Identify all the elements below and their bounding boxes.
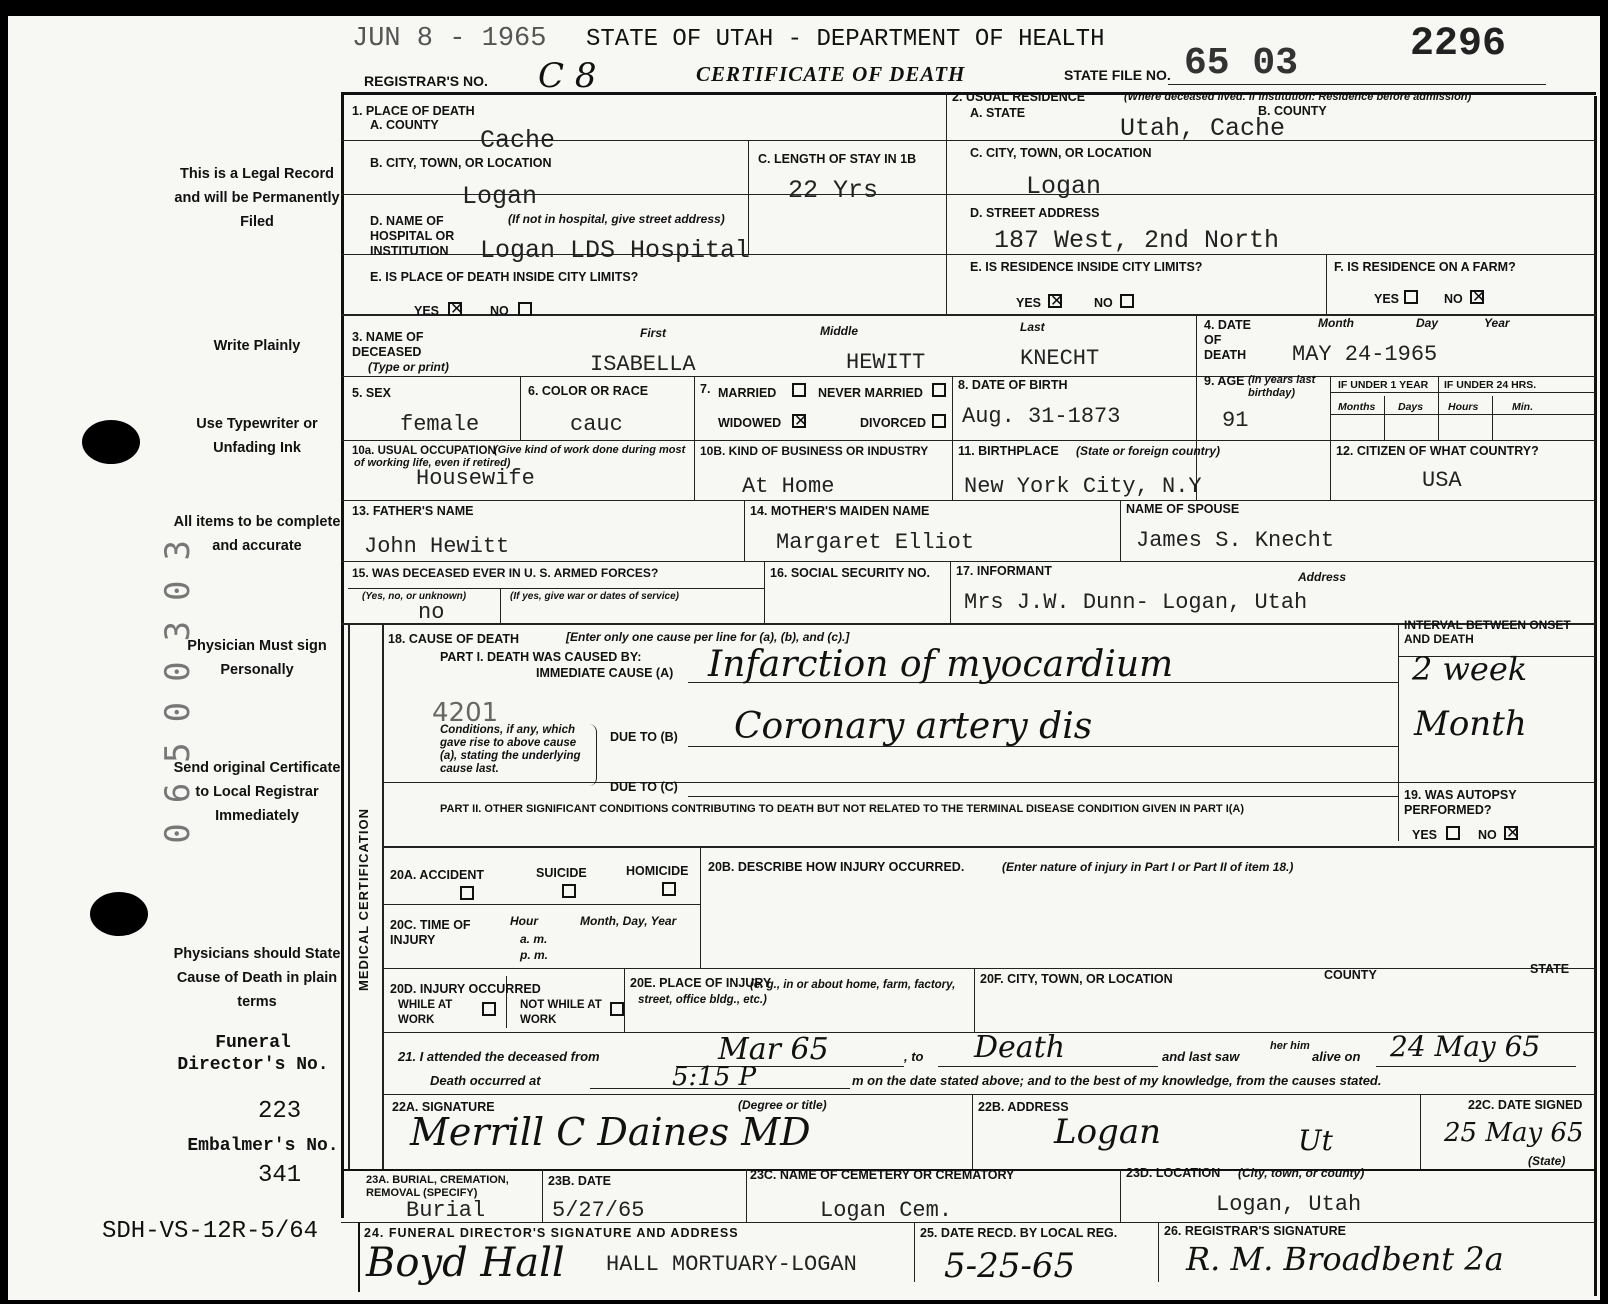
label-describe-injury: 20B. DESCRIBE HOW INJURY OCCURRED.	[708, 860, 965, 874]
cause-a: Infarction of myocardium	[708, 644, 1174, 685]
note-hospital: (If not in hospital, give street address)	[508, 212, 725, 226]
label-dob: 8. DATE OF BIRTH	[958, 378, 1068, 392]
age: 91	[1222, 408, 1249, 433]
label-her-him: her him	[1270, 1040, 1310, 1052]
spouse-name: James S. Knecht	[1136, 528, 1335, 553]
burial-date: 5/27/65	[552, 1198, 645, 1223]
cause-b: Coronary artery dis	[734, 706, 1093, 747]
label-months: Months	[1338, 401, 1376, 413]
vertical-file-number: 06500303	[158, 520, 198, 844]
label-injury-occurred: 20D. INJURY OCCURRED	[390, 982, 541, 996]
medical-certification-label: MEDICAL CERTIFICATION	[356, 808, 371, 992]
label-day: Day	[1416, 316, 1439, 330]
label-part-2: PART II. OTHER SIGNIFICANT CONDITIONS CONTRIBUTING TO DEATH BUT NOT RELATED TO THE TERMINAL DISEASE CONDITION GIVEN IN PART I(A)	[440, 803, 1245, 815]
funeral-director-signature: Boyd Hall	[366, 1240, 565, 1286]
label-res-city: C. CITY, TOWN, OR LOCATION	[970, 146, 1152, 160]
street-address: 187 West, 2nd North	[994, 226, 1280, 255]
label-no-2e: NO	[1094, 296, 1113, 310]
first-name: ISABELLA	[590, 352, 696, 377]
label-no-autopsy: NO	[1478, 828, 1497, 842]
checkbox-never-married[interactable]	[932, 383, 946, 397]
label-to: , to	[904, 1049, 924, 1064]
label-disposition: 23A. BURIAL, CREMATION, REMOVAL (SPECIFY)	[366, 1174, 509, 1199]
label-last: Last	[1020, 320, 1045, 334]
label-yes-autopsy: YES	[1412, 828, 1438, 842]
label-address: Address	[1298, 570, 1347, 584]
death-time: 5:15 P	[672, 1062, 757, 1092]
label-injury-state: STATE	[1530, 962, 1570, 976]
race: cauc	[570, 412, 623, 437]
note-place-of-injury: (e. g., in or about home, farm, factory, street, office bldg., etc.)	[638, 979, 956, 1006]
label-am: a. m.	[520, 932, 548, 946]
label-sex: 5. SEX	[352, 386, 391, 400]
checkbox-death-city-no[interactable]	[518, 302, 532, 316]
label-year: Year	[1484, 316, 1510, 330]
label-date-signed: 22C. DATE SIGNED	[1468, 1098, 1583, 1112]
funeral-director-no: 223	[258, 1098, 302, 1125]
label-knowledge: m on the date stated above; and to the best of my knowledge, from the causes stated.	[852, 1073, 1382, 1088]
legal-record-note: This is a Legal Record and will be Permanently Filed	[174, 166, 340, 230]
checkbox-death-city-yes[interactable]	[448, 302, 462, 316]
label-burial-date: 23B. DATE	[548, 1174, 611, 1188]
label-res-city-limits: E. IS RESIDENCE INSIDE CITY LIMITS?	[970, 260, 1203, 274]
citizen: USA	[1422, 468, 1462, 493]
res-city: Logan	[1026, 172, 1102, 201]
certificate-number: 2296	[1410, 22, 1507, 67]
note-location: (City, town, or county)	[1238, 1166, 1365, 1180]
informant: Mrs J.W. Dunn- Logan, Utah	[964, 590, 1308, 615]
label-last-saw: and last saw	[1162, 1049, 1240, 1064]
label-due-to-b: DUE TO (B)	[610, 730, 678, 744]
date-of-death: MAY 24-1965	[1292, 342, 1438, 367]
interval-b: Month	[1414, 704, 1527, 744]
label-usual-residence: 2. USUAL RESIDENCE	[952, 90, 1086, 104]
note-conditions: Conditions, if any, which gave rise to above cause (a), stating the underlying cause last.	[440, 724, 581, 775]
label-homicide: HOMICIDE	[626, 864, 689, 878]
last-name: KNECHT	[1020, 346, 1100, 371]
label-cause-of-death: 18. CAUSE OF DEATH	[388, 632, 520, 646]
label-name-of-deceased: 3. NAME OF DECEASED	[352, 330, 424, 359]
label-informant: 17. INFORMANT	[956, 564, 1052, 578]
label-place-of-injury: 20E. PLACE OF INJURY	[630, 976, 772, 990]
label-death-county: A. COUNTY	[370, 118, 439, 132]
label-married: MARRIED	[718, 386, 777, 400]
physician-signature: Merrill C Daines MD	[410, 1110, 811, 1154]
label-farm: F. IS RESIDENCE ON A FARM?	[1334, 260, 1516, 274]
label-month-day-year: Month, Day, Year	[580, 914, 677, 928]
disposition: Burial	[406, 1198, 486, 1223]
label-citizen: 12. CITIZEN OF WHAT COUNTRY?	[1336, 444, 1539, 458]
sex: female	[400, 412, 480, 437]
label-location: 23D. LOCATION	[1126, 1166, 1221, 1180]
checkbox-autopsy-no[interactable]	[1504, 826, 1518, 840]
birthplace: New York City, N.Y	[964, 474, 1202, 499]
received-stamp: JUN 8 - 1965	[352, 24, 547, 54]
label-under-1-year: IF UNDER 1 YEAR	[1338, 379, 1429, 391]
label-suicide: SUICIDE	[536, 866, 587, 880]
checkbox-divorced[interactable]	[932, 414, 946, 428]
label-birthplace: 11. BIRTHPLACE	[958, 444, 1059, 458]
length-of-stay: 22 Yrs	[788, 176, 879, 205]
label-interval: INTERVAL BETWEEN ONSET AND DEATH	[1404, 618, 1571, 646]
typewriter-note: Use Typewriter or Unfading Ink	[196, 416, 318, 456]
middle-name: HEWITT	[846, 350, 926, 375]
label-street-address: D. STREET ADDRESS	[970, 206, 1100, 220]
armed-forces: no	[418, 600, 445, 625]
label-degree: (Degree or title)	[738, 1098, 827, 1112]
form-title: CERTIFICATE OF DEATH	[696, 62, 966, 86]
father-name: John Hewitt	[364, 534, 510, 559]
occupation: Housewife	[416, 466, 535, 491]
business: At Home	[742, 474, 835, 499]
label-due-to-c: DUE TO (C)	[610, 780, 678, 794]
label-funeral-director: 24. FUNERAL DIRECTOR'S SIGNATURE AND ADDRESS	[364, 1226, 739, 1240]
label-days: Days	[1398, 401, 1424, 413]
label-first: First	[640, 326, 667, 340]
label-occupation: 10a. USUAL OCCUPATION	[352, 445, 496, 457]
physician-sign-note: Physician Must sign Personally	[187, 638, 327, 678]
label-business: 10B. KIND OF BUSINESS OR INDUSTRY	[700, 444, 929, 458]
label-part-1: PART I. DEATH WAS CAUSED BY:	[440, 650, 642, 664]
checkbox-married[interactable]	[792, 383, 806, 397]
label-never-married: NEVER MARRIED	[818, 386, 923, 400]
note-usual-residence: (Where deceased lived. If institution: Residence before admission)	[1124, 91, 1472, 103]
label-divorced: DIVORCED	[860, 416, 926, 430]
physician-state: Ut	[1298, 1124, 1333, 1157]
label-hospital: D. NAME OF HOSPITAL OR INSTITUTION	[370, 214, 455, 258]
label-month: Month	[1318, 316, 1354, 330]
physician-address: Logan	[1054, 1112, 1161, 1152]
checkbox-farm-yes[interactable]	[1404, 290, 1418, 304]
label-yes-1e: YES	[414, 304, 440, 318]
label-length-of-stay: C. LENGTH OF STAY IN 1B	[758, 152, 917, 166]
label-age: 9. AGE	[1204, 374, 1245, 388]
label-race: 6. COLOR OR RACE	[528, 384, 649, 398]
label-res-county: B. COUNTY	[1258, 104, 1327, 118]
registrar-signature: R. M. Broadbent 2a	[1186, 1240, 1504, 1278]
label-attended-from: 21. I attended the deceased from	[398, 1049, 600, 1064]
note-type-or-print: (Type or print)	[368, 360, 449, 374]
label-autopsy: 19. WAS AUTOPSY PERFORMED?	[1404, 788, 1517, 817]
label-under-24-hrs: IF UNDER 24 HRS.	[1444, 379, 1537, 391]
label-registrar-signature: 26. REGISTRAR'S SIGNATURE	[1164, 1224, 1346, 1238]
interval-a: 2 week	[1412, 650, 1528, 688]
checkbox-homicide[interactable]	[662, 882, 676, 896]
label-injury-county: COUNTY	[1324, 968, 1377, 982]
death-city: Logan	[462, 182, 538, 211]
label-yes-2e: YES	[1016, 296, 1042, 310]
label-min: Min.	[1512, 401, 1533, 413]
note-armed-2: (If yes, give war or dates of service)	[510, 591, 679, 602]
label-armed-forces: 15. WAS DECEASED EVER IN U. S. ARMED FORCES?	[352, 566, 659, 580]
label-while-at-work: WHILE AT WORK	[398, 999, 453, 1026]
date-signed: 25 May 65	[1444, 1118, 1584, 1148]
label-date-received: 25. DATE RECD. BY LOCAL REG.	[920, 1226, 1118, 1240]
embalmer-no: 341	[258, 1162, 302, 1189]
punch-hole-bottom	[90, 892, 148, 936]
label-immediate-cause: IMMEDIATE CAUSE (A)	[536, 666, 674, 680]
label-yes-2f: YES	[1374, 292, 1400, 306]
label-death-city: B. CITY, TOWN, OR LOCATION	[370, 156, 552, 170]
checkbox-farm-no[interactable]	[1470, 290, 1484, 304]
label-hours: Hours	[1448, 401, 1479, 413]
checkbox-res-city-yes[interactable]	[1048, 294, 1062, 308]
attended-from: Mar 65	[718, 1032, 829, 1067]
label-time-of-injury: 20C. TIME OF INJURY	[390, 918, 471, 947]
label-injury-city: 20F. CITY, TOWN, OR LOCATION	[980, 972, 1173, 986]
attended-to: Death	[974, 1030, 1066, 1065]
res-state-county: Utah, Cache	[1120, 114, 1286, 143]
send-original-note: Send original Certificate to Local Registrar Immediately	[173, 760, 341, 824]
date-received: 5-25-65	[944, 1246, 1076, 1286]
label-death-city-limits: E. IS PLACE OF DEATH INSIDE CITY LIMITS?	[370, 270, 639, 284]
form-code: SDH-VS-12R-5/64	[102, 1218, 319, 1245]
label-signature: 22A. SIGNATURE	[392, 1100, 495, 1114]
punch-hole-top	[82, 420, 140, 464]
checkbox-not-while-at-work[interactable]	[610, 1002, 624, 1016]
note-birthplace: (State or foreign country)	[1076, 444, 1221, 458]
checkbox-suicide[interactable]	[562, 884, 576, 898]
label-date-of-death: 4. DATE OF DEATH	[1204, 318, 1251, 362]
label-pm: p. m.	[520, 948, 549, 962]
death-certificate	[8, 16, 1600, 1300]
location: Logan, Utah	[1216, 1192, 1362, 1217]
label-middle: Middle	[820, 324, 858, 338]
label-widowed: WIDOWED	[718, 416, 782, 430]
funeral-director-address: HALL MORTUARY-LOGAN	[606, 1252, 857, 1277]
checkbox-widowed[interactable]	[792, 414, 806, 428]
death-county: Cache	[480, 126, 556, 155]
registrar-no-value: C 8	[538, 56, 597, 96]
label-place-of-death: 1. PLACE OF DEATH	[352, 104, 475, 118]
label-mother: 14. MOTHER'S MAIDEN NAME	[750, 504, 930, 518]
label-state-paren: (State)	[1528, 1154, 1566, 1168]
note-armed-1: (Yes, no, or unknown)	[362, 591, 467, 602]
checkbox-autopsy-yes[interactable]	[1446, 826, 1460, 840]
note-describe-injury: (Enter nature of injury in Part I or Part II of item 18.)	[1002, 860, 1294, 874]
write-plainly-note: Write Plainly	[213, 338, 301, 354]
state-file-no-label: STATE FILE NO.	[1064, 67, 1171, 83]
note-age: (In years last birthday)	[1248, 374, 1316, 399]
label-no-1e: NO	[490, 304, 509, 318]
label-death-occurred-at: Death occurred at	[430, 1073, 541, 1088]
checkbox-res-city-no[interactable]	[1120, 294, 1134, 308]
complete-note: All items to be complete and accurate	[173, 514, 341, 554]
label-no-2f: NO	[1444, 292, 1463, 306]
note-occupation: (Give kind of work done during most of working life, even if retired)	[354, 444, 686, 469]
label-not-while-at-work: NOT WHILE AT WORK	[520, 999, 602, 1026]
label-alive-on: alive on	[1312, 1049, 1361, 1064]
cemetery: Logan Cem.	[820, 1198, 953, 1223]
label-ssn: 16. SOCIAL SECURITY NO.	[770, 566, 930, 580]
cause-code: 4201	[432, 698, 499, 728]
embalmer-no-label: Embalmer's No.	[187, 1136, 339, 1156]
label-accident: 20A. ACCIDENT	[390, 868, 484, 882]
alive-on: 24 May 65	[1390, 1030, 1541, 1063]
date-of-birth: Aug. 31-1873	[962, 404, 1121, 429]
mother-name: Margaret Elliot	[776, 530, 975, 555]
note-cause-of-death: [Enter only one cause per line for (a), (b), and (c).]	[566, 630, 850, 644]
state-file-no-value: 65 03	[1184, 42, 1299, 85]
funeral-director-no-label: Funeral Director's No.	[177, 1033, 329, 1075]
label-father: 13. FATHER'S NAME	[352, 504, 474, 518]
label-res-state: A. STATE	[970, 106, 1026, 120]
label-hour: Hour	[510, 914, 538, 928]
label-marital-7: 7.	[700, 382, 711, 396]
checkbox-while-at-work[interactable]	[482, 1002, 496, 1016]
state-title: STATE OF UTAH - DEPARTMENT OF HEALTH	[586, 26, 1105, 53]
label-physician-address: 22B. ADDRESS	[978, 1100, 1069, 1114]
physicians-state-note: Physicians should State Cause of Death in plain terms	[173, 946, 341, 1010]
hospital: Logan LDS Hospital	[480, 236, 751, 265]
registrar-no-label: REGISTRAR'S NO.	[364, 73, 488, 89]
checkbox-accident[interactable]	[460, 886, 474, 900]
label-spouse: NAME OF SPOUSE	[1126, 502, 1240, 516]
label-cemetery: 23C. NAME OF CEMETERY OR CREMATORY	[750, 1168, 1015, 1182]
